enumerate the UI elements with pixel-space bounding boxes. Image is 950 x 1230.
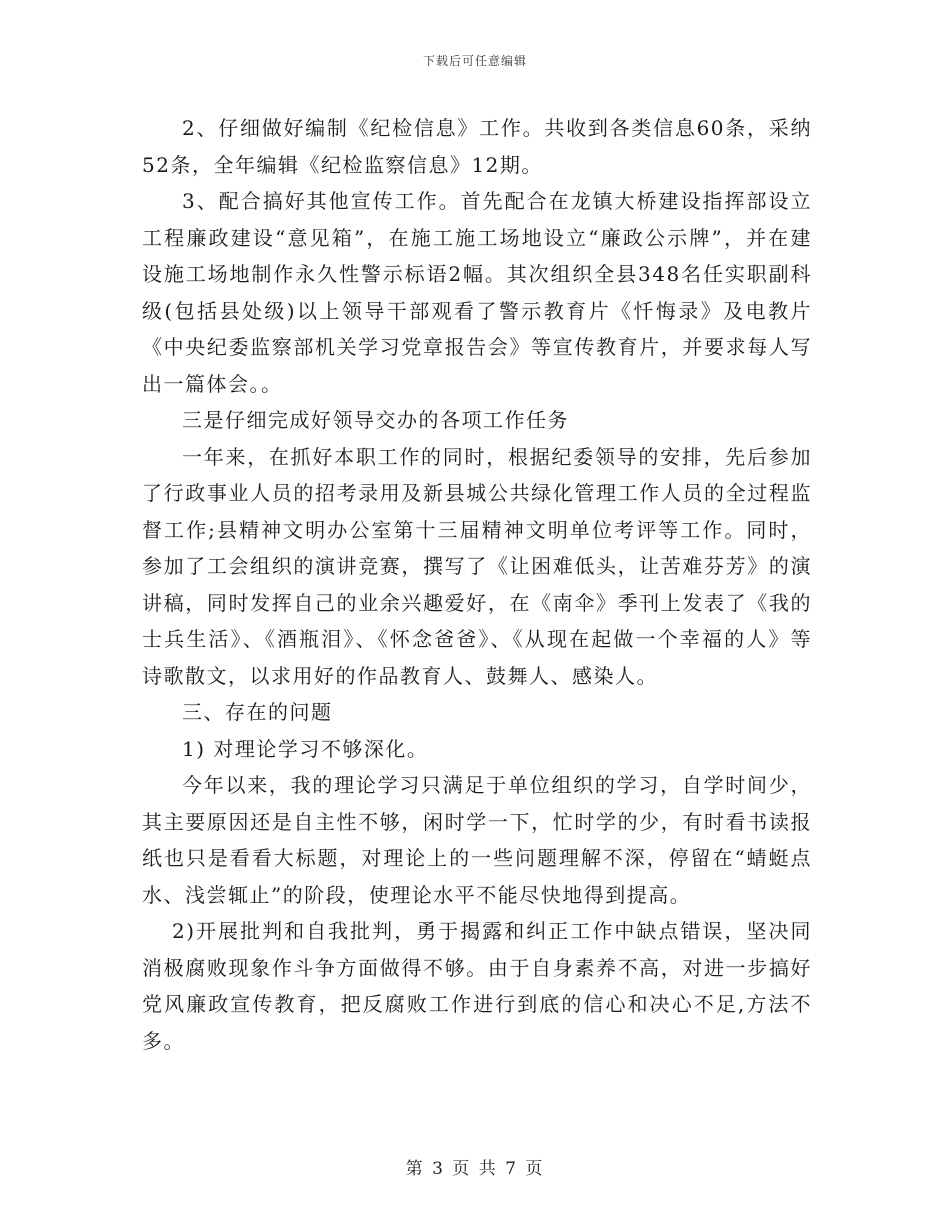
page-footer: 第 3 页 共 7 页 xyxy=(405,1159,545,1179)
section-heading-problems: 三、存在的问题 xyxy=(182,700,333,724)
paragraph-propaganda-work: 3、配合搞好其他宣传工作。首先配合在龙镇大桥建设指挥部设立工程廉政建设“意见箱”，在施工施工场地设立“廉政公示牌”，并在建设施工场地制作永久性警示标语2幅。其次组织全县348名任实职副科级(包括县处级)以上领导干部观看了警示教育片《忏悔录》及电教片《中央纪委监察部机关学习党章报告会》等宣传教育片，并要求每人写出一篇体会。。 xyxy=(142,189,812,396)
document-body xyxy=(142,110,812,1059)
page-header: 下载后可任意编辑 xyxy=(422,54,527,68)
paragraph-year-review: 一年来，在抓好本职工作的同时，根据纪委领导的安排，先后参加了行政事业人员的招考录用及新县城公共绿化管理工作人员的全过程监督工作;县精神文明办公室第十三届精神文明单位考评等工作。同时，参加了工会组织的演讲竞赛，撰写了《让困难低头，让苦难芬芳》的演讲稿，同时发挥自己的业余兴趣爱好，在《南伞》季刊上发表了《我的士兵生活》、《酒瓶泪》、《怀念爸爸》、《从现在起做一个幸福的人》等诗歌散文，以求用好的作品教育人、鼓舞人、感染人。 xyxy=(142,444,812,688)
paragraph-theory-study: 今年以来，我的理论学习只满足于单位组织的学习，自学时间少，其主要原因还是自主性不够，闲时学一下，忙时学的少，有时看书读报纸也只是看看大标题，对理论上的一些问题理解不深，停留在“蜻蜓点水、浅尝辄止”的阶段，使理论水平不能尽快地得到提高。 xyxy=(142,773,812,907)
paragraph-problem-1-heading: 1) 对理论学习不够深化。 xyxy=(182,736,429,761)
paragraph-editing-info: 2、仔细做好编制《纪检信息》工作。共收到各类信息60条，采纳52条，全年编辑《纪检监察信息》12期。 xyxy=(142,116,812,177)
paragraph-problem-2: 2)开展批判和自我批判，勇于揭露和纠正工作中缺点错误，坚决同消极腐败现象作斗争方面做得不够。由于自身素养不高，对进一步搞好党风廉政宣传教育，把反腐败工作进行到底的信心和决心不足,方法不多。 xyxy=(142,919,812,1053)
paragraph-leader-tasks-heading: 三是仔细完成好领导交办的各项工作任务 xyxy=(182,408,569,432)
